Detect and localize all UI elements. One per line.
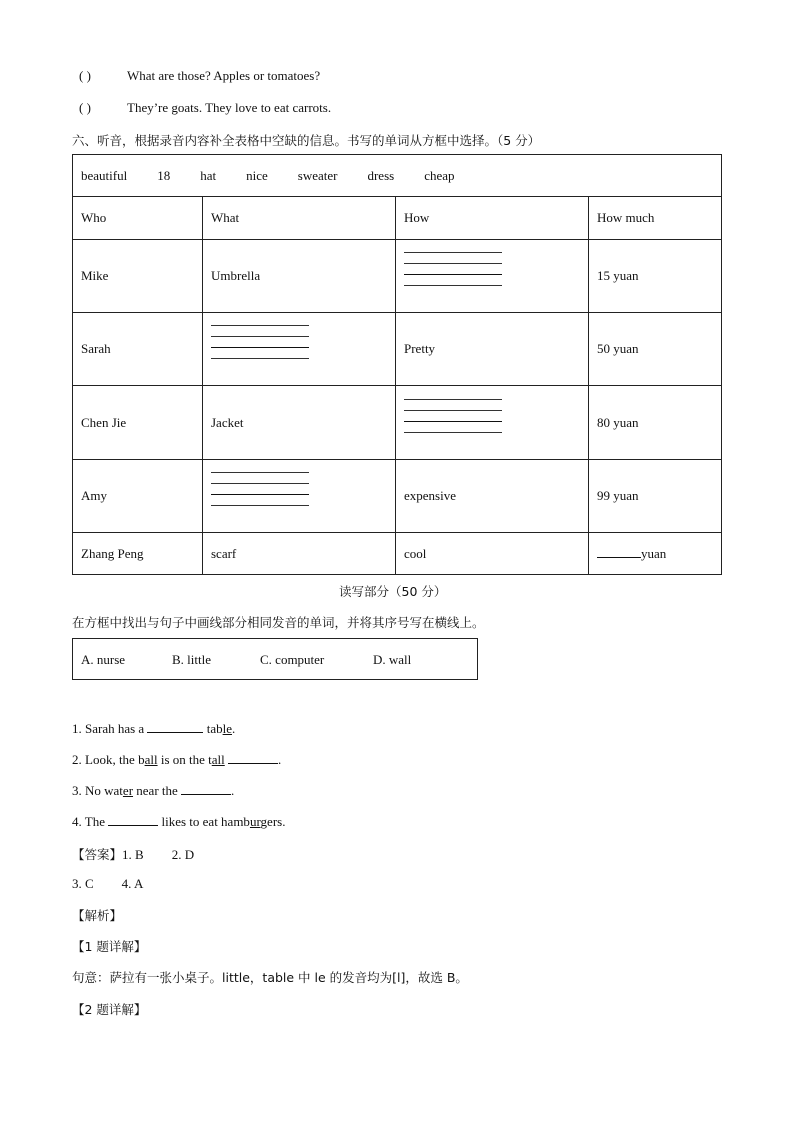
answer-blank[interactable] — [147, 720, 203, 733]
cell-what: scarf — [203, 533, 396, 575]
option-b: B. little — [172, 652, 211, 667]
price-unit: yuan — [641, 546, 667, 561]
item-text: What are those? Apples or tomatoes? — [127, 68, 321, 83]
instruction-text: 在方框中找出与句子中画线部分相同发音的单词，并将其序号写在横线上。 — [72, 615, 485, 630]
item-text: They’re goats. They love to eat carrots. — [127, 100, 332, 115]
word-bank-row — [73, 155, 722, 197]
word-bank-item: nice — [246, 167, 268, 183]
cell-what: Jacket — [203, 386, 396, 460]
cell-how-much: 50 yuan — [589, 313, 722, 386]
listening-table — [72, 154, 722, 575]
table-row — [73, 533, 722, 575]
cell-how-blank[interactable] — [396, 240, 589, 313]
writing-lines[interactable] — [404, 399, 502, 443]
item-line-2 — [79, 100, 331, 116]
options-box — [72, 638, 478, 680]
answers-line-2: 3. C 4. A — [72, 876, 144, 891]
header-who: Who — [73, 197, 203, 240]
cell-how-blank[interactable] — [396, 386, 589, 460]
answer-label: 【答案】 — [72, 847, 123, 862]
cell-how-much: 80 yuan — [589, 386, 722, 460]
cell-who: Zhang Peng — [73, 533, 203, 575]
word-bank-item: cheap — [424, 167, 455, 183]
header-how: How — [396, 197, 589, 240]
cell-what: Umbrella — [203, 240, 396, 313]
cell-how: Pretty — [396, 313, 589, 386]
option-c: C. computer — [260, 652, 325, 667]
word-bank-item: hat — [200, 167, 217, 183]
question-3: 3. No water near the . — [72, 783, 235, 798]
cell-what-blank[interactable] — [203, 460, 396, 533]
detail-1-label: 【1 题详解】 — [72, 939, 147, 954]
question-4: 4. The likes to eat hamburgers. — [72, 814, 286, 829]
table-row — [73, 460, 722, 533]
writing-lines[interactable] — [211, 325, 309, 369]
table-row — [73, 240, 722, 313]
option-d: D. wall — [373, 652, 412, 667]
word-bank-item: beautiful — [81, 167, 128, 183]
cell-who: Amy — [73, 460, 203, 533]
answer-blank[interactable] — [228, 751, 278, 764]
answer-blank[interactable] — [181, 782, 231, 795]
question-1: 1. Sarah has a table. — [72, 721, 236, 736]
writing-lines[interactable] — [211, 472, 309, 516]
answer-bracket[interactable]: ( ) — [79, 100, 91, 115]
option-a: A. nurse — [81, 652, 126, 667]
item-line-1 — [79, 68, 320, 84]
cell-how-much-blank[interactable] — [589, 533, 722, 575]
detail-1-text: 句意：萨拉有一张小桌子。little，table 中 le 的发音均为[l]，故选 B。 — [72, 970, 468, 985]
cell-who: Mike — [73, 240, 203, 313]
table-header-row — [73, 197, 722, 240]
answer-bracket[interactable]: ( ) — [79, 68, 91, 83]
section-six-title: 六、听音，根据录音内容补全表格中空缺的信息。书写的单词从方框中选择。（5 分） — [72, 133, 541, 148]
answers-line-1: 【答案】1. B 2. D — [72, 847, 195, 862]
cell-what-blank[interactable] — [203, 313, 396, 386]
analysis-label: 【解析】 — [72, 908, 123, 923]
cell-how-much: 15 yuan — [589, 240, 722, 313]
writing-lines[interactable] — [404, 252, 502, 296]
word-bank-item: 18 — [157, 167, 171, 183]
answer-blank[interactable] — [108, 813, 158, 826]
cell-how-much: 99 yuan — [589, 460, 722, 533]
table-row — [73, 386, 722, 460]
question-2: 2. Look, the ball is on the tall . — [72, 752, 282, 767]
word-bank-item: sweater — [297, 167, 338, 183]
header-how-much: How much — [589, 197, 722, 240]
cell-how: cool — [396, 533, 589, 575]
header-what: What — [203, 197, 396, 240]
detail-2-label: 【2 题详解】 — [72, 1002, 147, 1017]
word-bank-item: dress — [367, 167, 395, 183]
word-bank — [73, 155, 722, 197]
cell-who: Chen Jie — [73, 386, 203, 460]
table-row — [73, 313, 722, 386]
cell-who: Sarah — [73, 313, 203, 386]
cell-how: expensive — [396, 460, 589, 533]
price-blank[interactable] — [597, 545, 641, 558]
reading-section-title: 读写部分（50 分） — [339, 584, 447, 599]
